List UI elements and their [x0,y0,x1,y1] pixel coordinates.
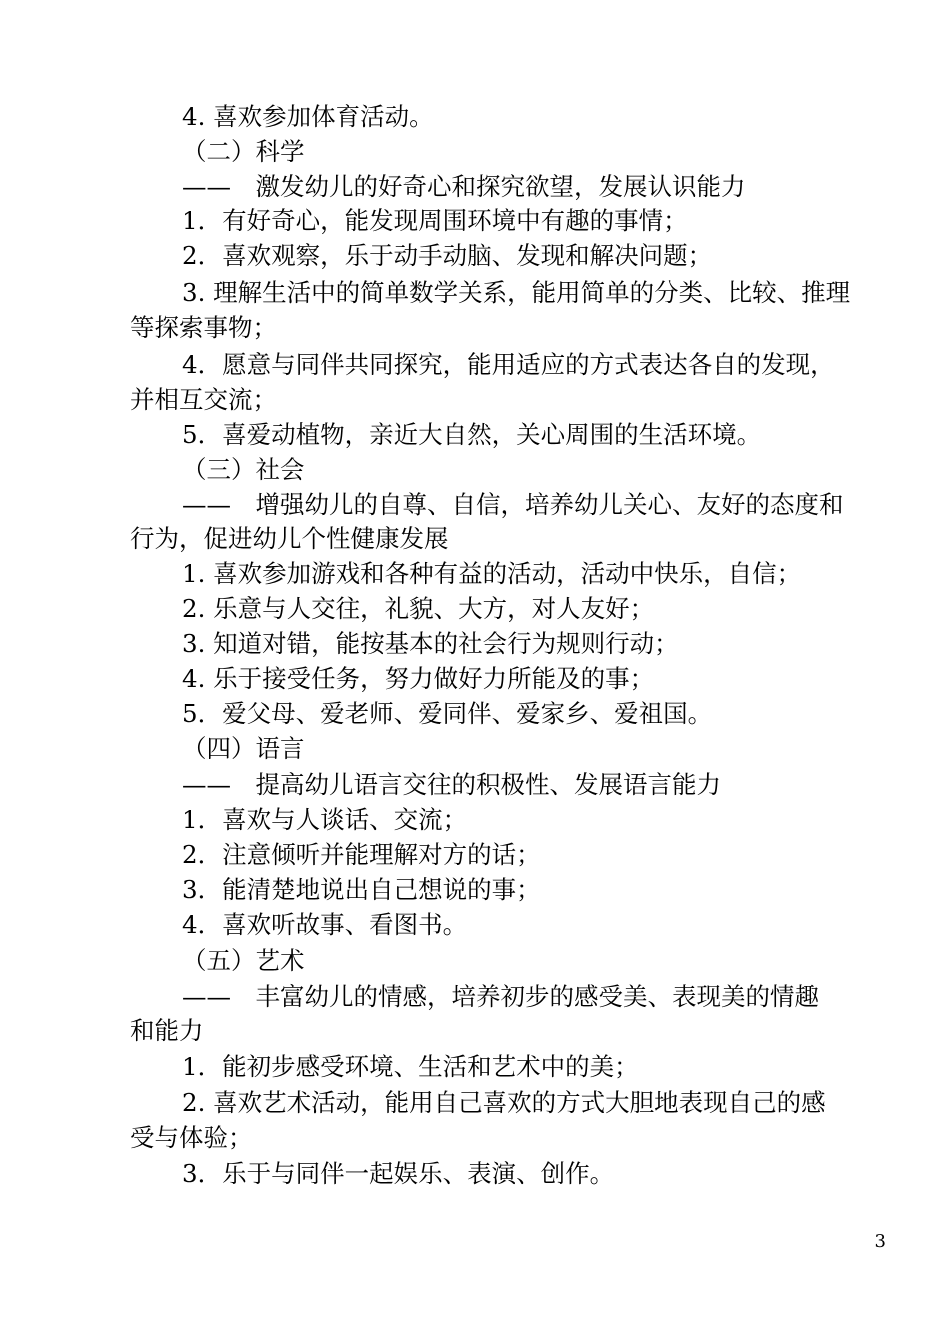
text-line: —— 激发幼儿的好奇心和探究欲望，发展认识能力 [182,172,746,201]
text-line: 1. 喜欢参加游戏和各种有益的活动，活动中快乐，自信； [182,559,802,588]
section-heading-society: （三）社会 [182,455,305,484]
text-line: 3. 理解生活中的简单数学关系，能用简单的分类、比较、推理 [182,278,851,307]
text-line: 1．有好奇心，能发现周围环境中有趣的事情； [182,206,688,235]
text-line: —— 增强幼儿的自尊、自信，培养幼儿关心、友好的态度和 [182,490,844,519]
text-line: 等探索事物； [130,313,277,342]
text-line: 3．能清楚地说出自己想说的事； [182,875,541,904]
text-line: 2．喜欢观察，乐于动手动脑、发现和解决问题； [182,241,713,270]
text-line: —— 丰富幼儿的情感，培养初步的感受美、表现美的情趣 [182,982,819,1011]
text-line: 5．爱父母、爱老师、爱同伴、爱家乡、爱祖国。 [182,699,713,728]
text-line: 2. 乐意与人交往，礼貌、大方，对人友好； [182,594,655,623]
text-line: 3. 知道对错，能按基本的社会行为规则行动； [182,629,679,658]
text-line: 1．能初步感受环境、生活和艺术中的美； [182,1052,639,1081]
text-line: 2. 喜欢艺术活动，能用自己喜欢的方式大胆地表现自己的感 [182,1088,826,1117]
text-line: 3．乐于与同伴一起娱乐、表演、创作。 [182,1159,615,1188]
text-line: —— 提高幼儿语言交往的积极性、发展语言能力 [182,770,721,799]
text-line: 受与体验； [130,1123,253,1152]
text-line: 行为，促进幼儿个性健康发展 [130,524,449,553]
text-line: 2．注意倾听并能理解对方的话； [182,840,541,869]
text-line: 和能力 [130,1016,204,1045]
section-heading-language: （四）语言 [182,734,305,763]
text-line: 5．喜爱动植物，亲近大自然，关心周围的生活环境。 [182,420,762,449]
text-line: 1．喜欢与人谈话、交流； [182,805,468,834]
text-line: 4．愿意与同伴共同探究，能用适应的方式表达各自的发现， [182,350,835,379]
page-number: 3 [874,1231,886,1252]
text-line: 4. 乐于接受任务，努力做好力所能及的事； [182,664,655,693]
section-heading-science: （二）科学 [182,137,305,166]
text-line: 4．喜欢听故事、看图书。 [182,910,468,939]
text-line: 4. 喜欢参加体育活动。 [182,102,434,131]
text-line: 并相互交流； [130,385,277,414]
section-heading-art: （五）艺术 [182,946,305,975]
